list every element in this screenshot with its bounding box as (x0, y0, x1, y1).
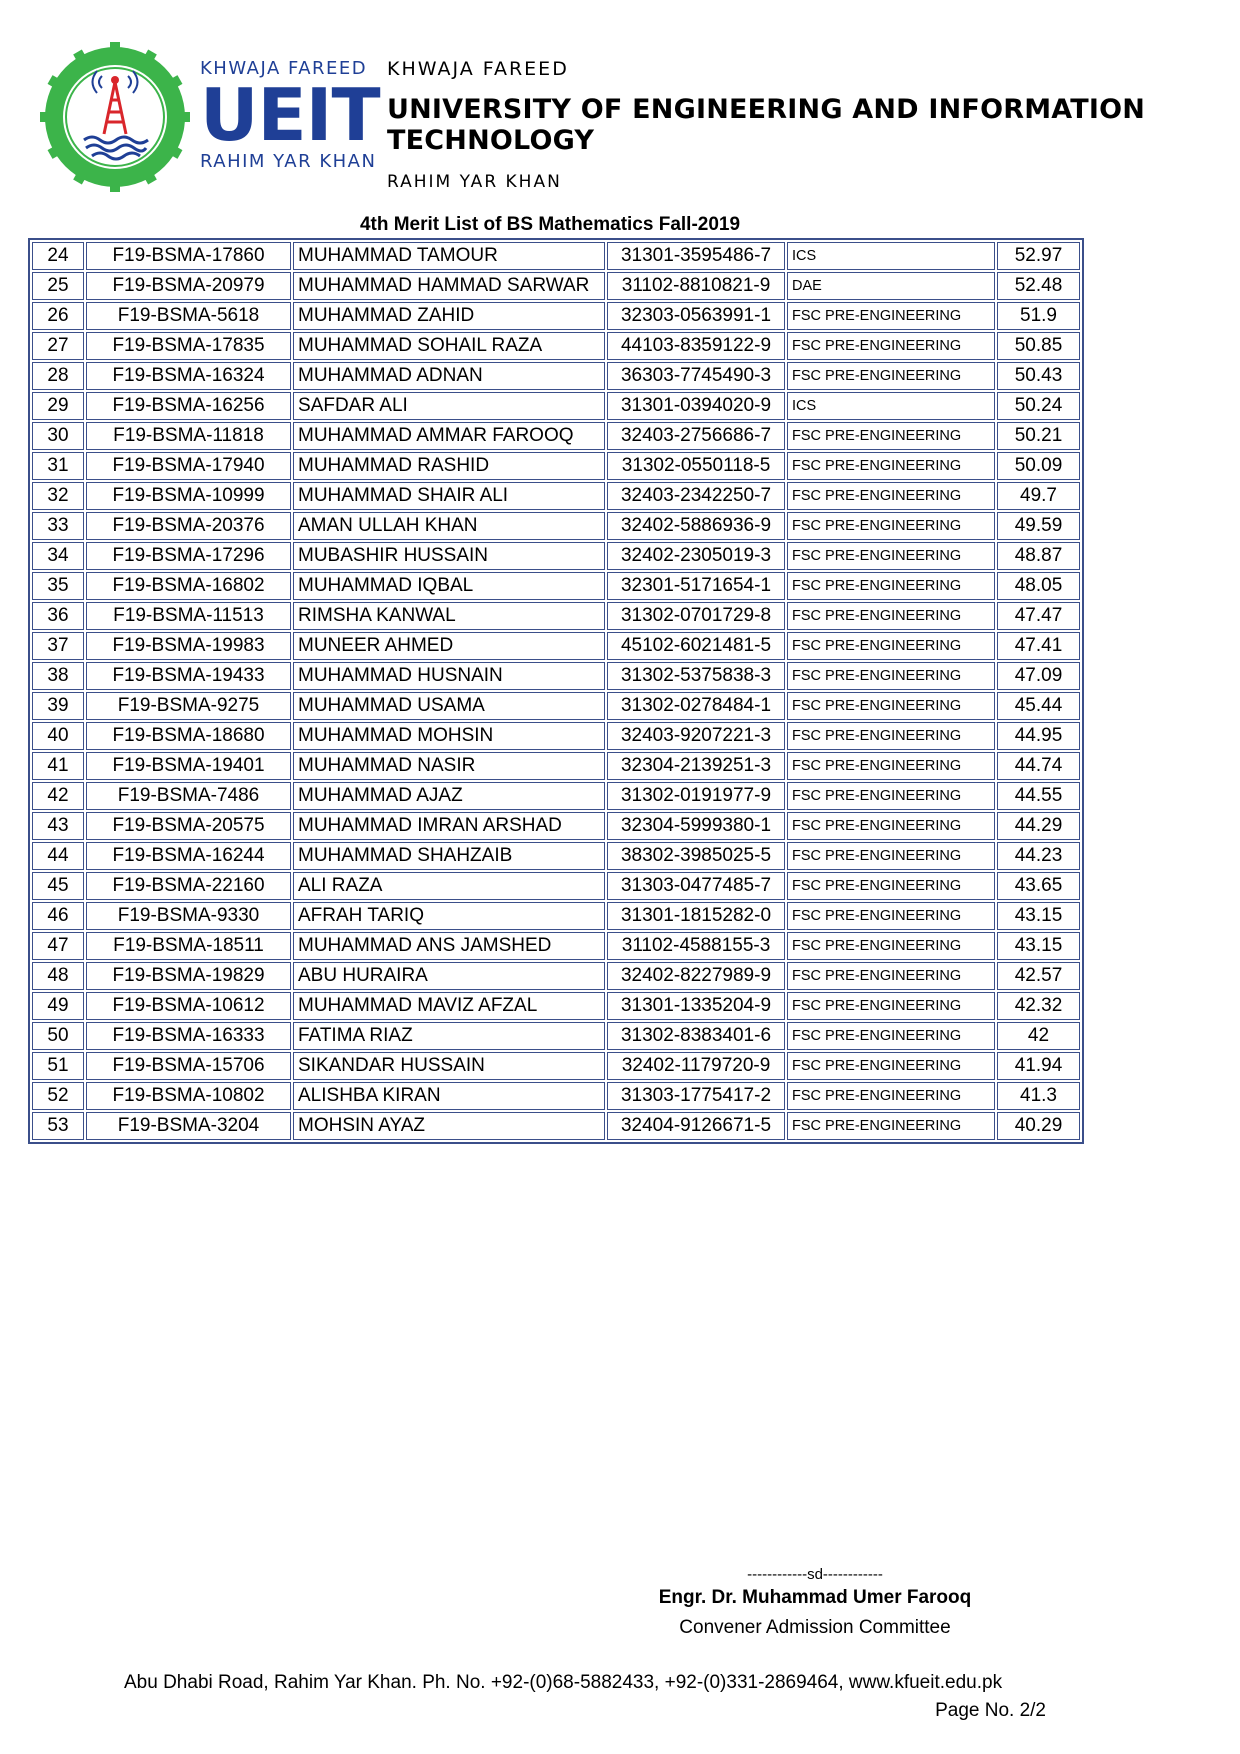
signature-block (640, 1566, 990, 1639)
table-row (32, 452, 1080, 480)
table-row (32, 782, 1080, 810)
registration-number-cell: F19-BSMA-19829 (86, 962, 291, 990)
table-row (32, 842, 1080, 870)
registration-number-cell: F19-BSMA-16324 (86, 362, 291, 390)
candidate-name-cell: RIMSHA KANWAL (293, 602, 605, 630)
qualification-cell: FSC PRE-ENGINEERING (787, 1052, 995, 1080)
cnic-cell: 32403-9207221-3 (607, 722, 785, 750)
cnic-cell: 32303-0563991-1 (607, 302, 785, 330)
table-row (32, 392, 1080, 420)
brand-mark (200, 58, 380, 172)
merit-score-cell: 44.74 (997, 752, 1080, 780)
page-title: 4th Merit List of BS Mathematics Fall-2019 (359, 214, 741, 235)
candidate-name-cell: MUHAMMAD AJAZ (293, 782, 605, 810)
table-row (32, 482, 1080, 510)
signatory-role: Convener Admission Committee (679, 1617, 951, 1638)
serial-number-cell: 41 (32, 752, 84, 780)
table-row (32, 1112, 1080, 1140)
merit-score-cell: 47.41 (997, 632, 1080, 660)
serial-number-cell: 52 (32, 1082, 84, 1110)
qualification-cell: FSC PRE-ENGINEERING (787, 302, 995, 330)
serial-number-cell: 45 (32, 872, 84, 900)
serial-number-cell: 39 (32, 692, 84, 720)
qualification-cell: FSC PRE-ENGINEERING (787, 662, 995, 690)
qualification-cell: FSC PRE-ENGINEERING (787, 722, 995, 750)
merit-score-cell: 50.09 (997, 452, 1080, 480)
registration-number-cell: F19-BSMA-16256 (86, 392, 291, 420)
serial-number-cell: 36 (32, 602, 84, 630)
registration-number-cell: F19-BSMA-15706 (86, 1052, 291, 1080)
registration-number-cell: F19-BSMA-9330 (86, 902, 291, 930)
qualification-cell: FSC PRE-ENGINEERING (787, 1022, 995, 1050)
serial-number-cell: 43 (32, 812, 84, 840)
candidate-name-cell: AFRAH TARIQ (293, 902, 605, 930)
table-row (32, 692, 1080, 720)
registration-number-cell: F19-BSMA-19401 (86, 752, 291, 780)
qualification-cell: FSC PRE-ENGINEERING (787, 932, 995, 960)
university-name-line2: UNIVERSITY OF ENGINEERING AND INFORMATION TECHNOLOGY (387, 94, 1146, 156)
table-row (32, 362, 1080, 390)
cnic-cell: 32402-1179720-9 (607, 1052, 785, 1080)
candidate-name-cell: ABU HURAIRA (293, 962, 605, 990)
cnic-cell: 32402-8227989-9 (607, 962, 785, 990)
registration-number-cell: F19-BSMA-10999 (86, 482, 291, 510)
qualification-cell: FSC PRE-ENGINEERING (787, 782, 995, 810)
cnic-cell: 31302-0701729-8 (607, 602, 785, 630)
qualification-cell: FSC PRE-ENGINEERING (787, 1112, 995, 1140)
candidate-name-cell: FATIMA RIAZ (293, 1022, 605, 1050)
qualification-cell: FSC PRE-ENGINEERING (787, 422, 995, 450)
table-row (32, 1052, 1080, 1080)
merit-list-body (32, 242, 1080, 1140)
cnic-cell: 32403-2342250-7 (607, 482, 785, 510)
serial-number-cell: 38 (32, 662, 84, 690)
table-row (32, 602, 1080, 630)
merit-score-cell: 48.05 (997, 572, 1080, 600)
cnic-cell: 31302-5375838-3 (607, 662, 785, 690)
table-row (32, 992, 1080, 1020)
registration-number-cell: F19-BSMA-11513 (86, 602, 291, 630)
table-row (32, 1082, 1080, 1110)
university-name-line3: RAHIM YAR KHAN (387, 172, 562, 192)
cnic-cell: 32301-5171654-1 (607, 572, 785, 600)
cnic-cell: 31301-0394020-9 (607, 392, 785, 420)
letterhead (40, 40, 1220, 200)
candidate-name-cell: MUHAMMAD HAMMAD SARWAR (293, 272, 605, 300)
qualification-cell: FSC PRE-ENGINEERING (787, 602, 995, 630)
candidate-name-cell: MUHAMMAD NASIR (293, 752, 605, 780)
merit-score-cell: 41.3 (997, 1082, 1080, 1110)
serial-number-cell: 37 (32, 632, 84, 660)
registration-number-cell: F19-BSMA-20979 (86, 272, 291, 300)
brand-acronym: UEIT (200, 73, 380, 157)
registration-number-cell: F19-BSMA-22160 (86, 872, 291, 900)
cnic-cell: 31302-0191977-9 (607, 782, 785, 810)
registration-number-cell: F19-BSMA-16333 (86, 1022, 291, 1050)
qualification-cell: FSC PRE-ENGINEERING (787, 872, 995, 900)
table-row (32, 302, 1080, 330)
cnic-cell: 44103-8359122-9 (607, 332, 785, 360)
table-row (32, 332, 1080, 360)
university-seal-logo (40, 42, 190, 192)
merit-score-cell: 52.48 (997, 272, 1080, 300)
merit-score-cell: 43.15 (997, 932, 1080, 960)
registration-number-cell: F19-BSMA-3204 (86, 1112, 291, 1140)
registration-number-cell: F19-BSMA-5618 (86, 302, 291, 330)
candidate-name-cell: MUHAMMAD HUSNAIN (293, 662, 605, 690)
candidate-name-cell: SIKANDAR HUSSAIN (293, 1052, 605, 1080)
candidate-name-cell: ALISHBA KIRAN (293, 1082, 605, 1110)
cnic-cell: 38302-3985025-5 (607, 842, 785, 870)
qualification-cell: ICS (787, 242, 995, 270)
serial-number-cell: 49 (32, 992, 84, 1020)
serial-number-cell: 51 (32, 1052, 84, 1080)
registration-number-cell: F19-BSMA-17860 (86, 242, 291, 270)
signatory-name: Engr. Dr. Muhammad Umer Farooq (658, 1587, 972, 1608)
serial-number-cell: 42 (32, 782, 84, 810)
qualification-cell: ICS (787, 392, 995, 420)
serial-number-cell: 53 (32, 1112, 84, 1140)
qualification-cell: FSC PRE-ENGINEERING (787, 902, 995, 930)
university-name-line1: KHWAJA FAREED (387, 58, 569, 80)
qualification-cell: FSC PRE-ENGINEERING (787, 362, 995, 390)
cnic-cell: 32304-5999380-1 (607, 812, 785, 840)
table-row (32, 722, 1080, 750)
qualification-cell: DAE (787, 272, 995, 300)
cnic-cell: 36303-7745490-3 (607, 362, 785, 390)
merit-score-cell: 42.57 (997, 962, 1080, 990)
qualification-cell: FSC PRE-ENGINEERING (787, 332, 995, 360)
qualification-cell: FSC PRE-ENGINEERING (787, 452, 995, 480)
table-row (32, 962, 1080, 990)
table-row (32, 512, 1080, 540)
qualification-cell: FSC PRE-ENGINEERING (787, 572, 995, 600)
registration-number-cell: F19-BSMA-18680 (86, 722, 291, 750)
candidate-name-cell: SAFDAR ALI (293, 392, 605, 420)
qualification-cell: FSC PRE-ENGINEERING (787, 752, 995, 780)
candidate-name-cell: MUHAMMAD IMRAN ARSHAD (293, 812, 605, 840)
table-row (32, 932, 1080, 960)
serial-number-cell: 26 (32, 302, 84, 330)
candidate-name-cell: MUHAMMAD MAVIZ AFZAL (293, 992, 605, 1020)
serial-number-cell: 29 (32, 392, 84, 420)
qualification-cell: FSC PRE-ENGINEERING (787, 692, 995, 720)
qualification-cell: FSC PRE-ENGINEERING (787, 992, 995, 1020)
cnic-cell: 45102-6021481-5 (607, 632, 785, 660)
registration-number-cell: F19-BSMA-17835 (86, 332, 291, 360)
cnic-cell: 31302-0550118-5 (607, 452, 785, 480)
merit-score-cell: 40.29 (997, 1112, 1080, 1140)
serial-number-cell: 25 (32, 272, 84, 300)
table-row (32, 422, 1080, 450)
table-row (32, 662, 1080, 690)
candidate-name-cell: MUHAMMAD ANS JAMSHED (293, 932, 605, 960)
registration-number-cell: F19-BSMA-17296 (86, 542, 291, 570)
table-row (32, 1022, 1080, 1050)
merit-score-cell: 43.65 (997, 872, 1080, 900)
serial-number-cell: 30 (32, 422, 84, 450)
candidate-name-cell: MUHAMMAD TAMOUR (293, 242, 605, 270)
cnic-cell: 32404-9126671-5 (607, 1112, 785, 1140)
cnic-cell: 31302-8383401-6 (607, 1022, 785, 1050)
serial-number-cell: 46 (32, 902, 84, 930)
candidate-name-cell: MUBASHIR HUSSAIN (293, 542, 605, 570)
table-row (32, 572, 1080, 600)
brand-bottom-text: RAHIM YAR KHAN (200, 151, 377, 172)
serial-number-cell: 48 (32, 962, 84, 990)
registration-number-cell: F19-BSMA-20376 (86, 512, 291, 540)
page-number: Page No. 2/2 (935, 1700, 1046, 1721)
registration-number-cell: F19-BSMA-19433 (86, 662, 291, 690)
serial-number-cell: 35 (32, 572, 84, 600)
cnic-cell: 31301-3595486-7 (607, 242, 785, 270)
table-row (32, 542, 1080, 570)
merit-score-cell: 44.55 (997, 782, 1080, 810)
registration-number-cell: F19-BSMA-17940 (86, 452, 291, 480)
serial-number-cell: 50 (32, 1022, 84, 1050)
footer-address: Abu Dhabi Road, Rahim Yar Khan. Ph. No. +92-(0)68-5882433, +92-(0)331-2869464, www.kfueit.edu.pk (124, 1672, 1003, 1693)
cnic-cell: 32403-2756686-7 (607, 422, 785, 450)
merit-score-cell: 50.21 (997, 422, 1080, 450)
qualification-cell: FSC PRE-ENGINEERING (787, 482, 995, 510)
qualification-cell: FSC PRE-ENGINEERING (787, 842, 995, 870)
seal-gear (40, 42, 190, 192)
merit-score-cell: 42 (997, 1022, 1080, 1050)
table-row (32, 242, 1080, 270)
candidate-name-cell: MUHAMMAD SHAHZAIB (293, 842, 605, 870)
merit-score-cell: 49.59 (997, 512, 1080, 540)
registration-number-cell: F19-BSMA-18511 (86, 932, 291, 960)
table-row (32, 752, 1080, 780)
qualification-cell: FSC PRE-ENGINEERING (787, 1082, 995, 1110)
table-row (32, 902, 1080, 930)
qualification-cell: FSC PRE-ENGINEERING (787, 632, 995, 660)
serial-number-cell: 33 (32, 512, 84, 540)
merit-score-cell: 50.24 (997, 392, 1080, 420)
serial-number-cell: 44 (32, 842, 84, 870)
cnic-cell: 31303-1775417-2 (607, 1082, 785, 1110)
candidate-name-cell: MUHAMMAD SHAIR ALI (293, 482, 605, 510)
cnic-cell: 32304-2139251-3 (607, 752, 785, 780)
serial-number-cell: 32 (32, 482, 84, 510)
merit-score-cell: 44.29 (997, 812, 1080, 840)
cnic-cell: 31102-8810821-9 (607, 272, 785, 300)
candidate-name-cell: ALI RAZA (293, 872, 605, 900)
candidate-name-cell: MUHAMMAD AMMAR FAROOQ (293, 422, 605, 450)
qualification-cell: FSC PRE-ENGINEERING (787, 962, 995, 990)
merit-list-table (28, 238, 1084, 1144)
serial-number-cell: 31 (32, 452, 84, 480)
merit-score-cell: 48.87 (997, 542, 1080, 570)
serial-number-cell: 40 (32, 722, 84, 750)
table-row (32, 812, 1080, 840)
merit-score-cell: 50.85 (997, 332, 1080, 360)
candidate-name-cell: AMAN ULLAH KHAN (293, 512, 605, 540)
serial-number-cell: 24 (32, 242, 84, 270)
merit-score-cell: 44.95 (997, 722, 1080, 750)
candidate-name-cell: MUHAMMAD SOHAIL RAZA (293, 332, 605, 360)
merit-score-cell: 50.43 (997, 362, 1080, 390)
candidate-name-cell: MUHAMMAD ADNAN (293, 362, 605, 390)
brand-top-text: KHWAJA FAREED (200, 58, 368, 79)
serial-number-cell: 27 (32, 332, 84, 360)
merit-score-cell: 47.47 (997, 602, 1080, 630)
merit-score-cell: 51.9 (997, 302, 1080, 330)
merit-score-cell: 52.97 (997, 242, 1080, 270)
merit-score-cell: 41.94 (997, 1052, 1080, 1080)
table-row (32, 872, 1080, 900)
cnic-cell: 32402-2305019-3 (607, 542, 785, 570)
candidate-name-cell: MUHAMMAD ZAHID (293, 302, 605, 330)
candidate-name-cell: MUHAMMAD MOHSIN (293, 722, 605, 750)
university-name-block (387, 58, 1220, 192)
cnic-cell: 31301-1815282-0 (607, 902, 785, 930)
qualification-cell: FSC PRE-ENGINEERING (787, 512, 995, 540)
serial-number-cell: 47 (32, 932, 84, 960)
table-row (32, 632, 1080, 660)
registration-number-cell: F19-BSMA-20575 (86, 812, 291, 840)
candidate-name-cell: MUHAMMAD USAMA (293, 692, 605, 720)
cnic-cell: 32402-5886936-9 (607, 512, 785, 540)
registration-number-cell: F19-BSMA-19983 (86, 632, 291, 660)
merit-score-cell: 44.23 (997, 842, 1080, 870)
merit-score-cell: 42.32 (997, 992, 1080, 1020)
merit-score-cell: 49.7 (997, 482, 1080, 510)
registration-number-cell: F19-BSMA-7486 (86, 782, 291, 810)
registration-number-cell: F19-BSMA-16802 (86, 572, 291, 600)
cnic-cell: 31301-1335204-9 (607, 992, 785, 1020)
qualification-cell: FSC PRE-ENGINEERING (787, 812, 995, 840)
registration-number-cell: F19-BSMA-9275 (86, 692, 291, 720)
merit-score-cell: 45.44 (997, 692, 1080, 720)
registration-number-cell: F19-BSMA-16244 (86, 842, 291, 870)
serial-number-cell: 28 (32, 362, 84, 390)
registration-number-cell: F19-BSMA-11818 (86, 422, 291, 450)
candidate-name-cell: MUHAMMAD RASHID (293, 452, 605, 480)
registration-number-cell: F19-BSMA-10802 (86, 1082, 291, 1110)
serial-number-cell: 34 (32, 542, 84, 570)
candidate-name-cell: MUHAMMAD IQBAL (293, 572, 605, 600)
table-row (32, 272, 1080, 300)
merit-score-cell: 43.15 (997, 902, 1080, 930)
merit-score-cell: 47.09 (997, 662, 1080, 690)
candidate-name-cell: MUNEER AHMED (293, 632, 605, 660)
cnic-cell: 31303-0477485-7 (607, 872, 785, 900)
cnic-cell: 31102-4588155-3 (607, 932, 785, 960)
qualification-cell: FSC PRE-ENGINEERING (787, 542, 995, 570)
candidate-name-cell: MOHSIN AYAZ (293, 1112, 605, 1140)
registration-number-cell: F19-BSMA-10612 (86, 992, 291, 1020)
signature-mark: ------------sd------------ (747, 1566, 883, 1583)
cnic-cell: 31302-0278484-1 (607, 692, 785, 720)
